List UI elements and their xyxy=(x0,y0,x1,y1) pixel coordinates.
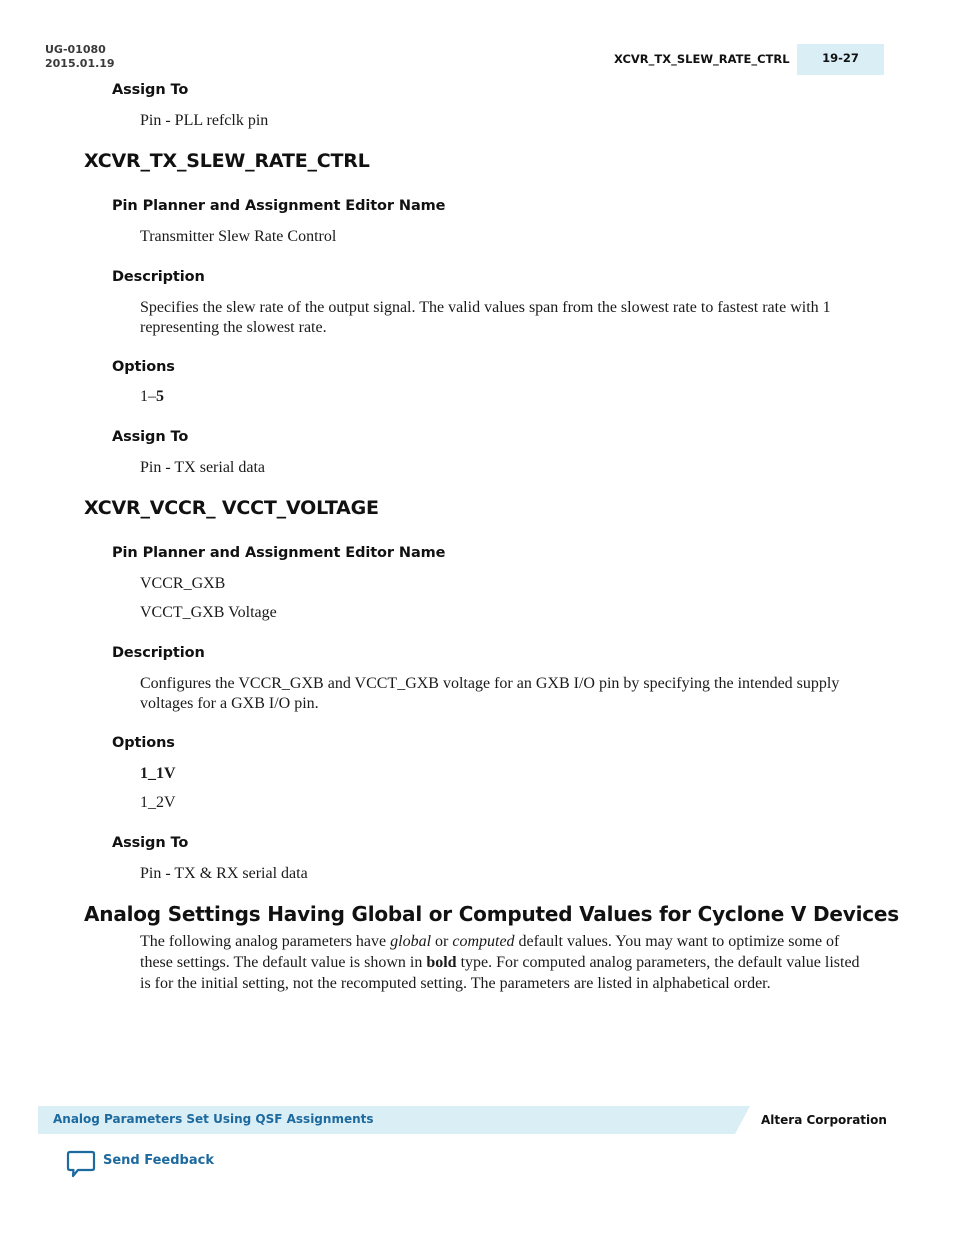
footer-section-link[interactable]: Analog Parameters Set Using QSF Assignments xyxy=(53,1112,374,1126)
pin-planner-value: VCCR_GXB xyxy=(140,575,226,592)
intro-text: default values. You may want to optimize some of these settings. The default value is shown in xyxy=(140,933,840,971)
section-title-slew-rate: XCVR_TX_SLEW_RATE_CTRL xyxy=(84,150,370,172)
page-number: 19-27 xyxy=(822,51,859,65)
assign-to-value: Pin - TX serial data xyxy=(140,459,266,476)
intro-text: or xyxy=(431,933,453,950)
assign-to-heading: Assign To xyxy=(112,82,189,98)
send-feedback-link[interactable]: Send Feedback xyxy=(103,1153,214,1168)
description-heading: Description xyxy=(112,645,205,661)
intro-computed: computed xyxy=(452,933,515,950)
pin-planner-heading: Pin Planner and Assignment Editor Name xyxy=(112,198,446,214)
speech-bubble-icon[interactable] xyxy=(66,1150,96,1178)
option-default: 5 xyxy=(156,388,164,405)
assign-to-heading: Assign To xyxy=(112,835,189,851)
option-range-prefix: 1– xyxy=(140,388,156,405)
pin-planner-value: VCCT_GXB Voltage xyxy=(140,604,277,621)
intro-global: global xyxy=(390,933,432,950)
intro-text: The following analog parameters have xyxy=(140,933,391,950)
intro-bold: bold xyxy=(426,954,457,971)
options-heading: Options xyxy=(112,735,175,751)
running-header-title: XCVR_TX_SLEW_RATE_CTRL xyxy=(614,52,790,66)
footer-corporation: Altera Corporation xyxy=(761,1113,887,1127)
description-text: Configures the VCCR_GXB and VCCT_GXB voltage for an GXB I/O pin by specifying the intended supply voltages for a GXB I/O pin. xyxy=(140,675,840,712)
intro-text: type. For computed analog parameters, the default value listed is for the initial setting, not the recomputed setting. The parameters are listed in alphabetical order. xyxy=(140,954,860,992)
assign-to-heading: Assign To xyxy=(112,429,189,445)
doc-id: UG-01080 xyxy=(45,43,106,56)
options-value xyxy=(140,387,164,407)
pin-planner-heading: Pin Planner and Assignment Editor Name xyxy=(112,545,446,561)
options-heading: Options xyxy=(112,359,175,375)
doc-date: 2015.01.19 xyxy=(45,57,115,70)
document-id-block xyxy=(45,43,115,71)
description-heading: Description xyxy=(112,269,205,285)
pin-planner-value: Transmitter Slew Rate Control xyxy=(140,228,337,245)
section-title-analog: Analog Settings Having Global or Computed Values for Cyclone V Devices xyxy=(84,902,899,926)
assign-to-value: Pin - TX & RX serial data xyxy=(140,865,308,882)
description-text: Specifies the slew rate of the output signal. The valid values span from the slowest rate to fastest rate with 1 representing the slowest rate. xyxy=(140,299,831,336)
assign-to-value: Pin - PLL refclk pin xyxy=(140,112,269,129)
analog-intro-paragraph xyxy=(140,931,870,994)
option-default: 1_1V xyxy=(140,765,176,782)
option-value: 1_2V xyxy=(140,794,176,811)
section-title-vccr: XCVR_VCCR_ VCCT_VOLTAGE xyxy=(84,497,379,519)
